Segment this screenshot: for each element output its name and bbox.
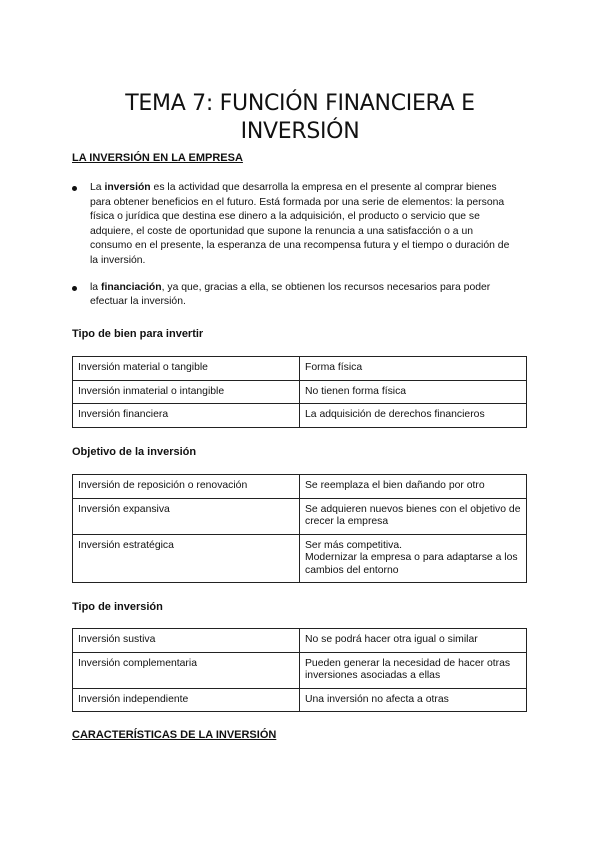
table-cell: Inversión expansiva	[73, 498, 300, 534]
title-line-1: TEMA 7: FUNCIÓN FINANCIERA E	[125, 91, 475, 116]
table-row	[73, 688, 527, 712]
table-heading-tipo-inversion: Tipo de inversión	[72, 601, 163, 613]
table-cell: No se podrá hacer otra igual o similar	[300, 629, 527, 653]
table-cell: Se reemplaza el bien dañando por otro	[300, 475, 527, 499]
table-cell: Inversión estratégica	[73, 534, 300, 583]
table-tipo-inversion	[72, 628, 527, 712]
table-heading-tipo-bien: Tipo de bien para invertir	[72, 328, 204, 340]
list-item	[72, 281, 512, 310]
bullet-term: inversión	[104, 182, 151, 193]
table-row	[73, 534, 527, 583]
table-cell: Pueden generar la necesidad de hacer otras inversiones asociadas a ellas	[300, 652, 527, 688]
table-row	[73, 404, 527, 428]
bullet-text-post: es la actividad que desarrolla la empresa en el presente al comprar bienes para obtener beneficios en el futuro. Está formada por una serie de elementos: la persona física o jurídica que destina ese dinero a la adquisición, el producto o servicio que se adquiere, el coste de oportunidad que supone la renuncia a una satisfacción o a un consumo en el presente, la esperanza de una recompensa futura y el tiempo o duración de la inversión.	[90, 182, 510, 266]
table-objetivo	[72, 474, 527, 583]
title-line-2: INVERSIÓN	[240, 119, 360, 144]
table-cell: Una inversión no afecta a otras	[300, 688, 527, 712]
table-cell: Ser más competitiva. Modernizar la empresa o para adaptarse a los cambios del entorno	[300, 534, 527, 583]
table-row	[73, 652, 527, 688]
table-cell: Inversión independiente	[73, 688, 300, 712]
table-cell: No tienen forma física	[300, 380, 527, 404]
table-row	[73, 629, 527, 653]
page-title	[40, 90, 560, 146]
bullet-text-pre: la	[90, 281, 101, 293]
table-row	[73, 498, 527, 534]
table-row	[73, 357, 527, 381]
table-cell: Inversión inmaterial o intangible	[73, 380, 300, 404]
table-row	[73, 475, 527, 499]
bullet-text-pre: La	[90, 182, 105, 193]
table-cell: La adquisición de derechos financieros	[300, 404, 527, 428]
table-heading-objetivo: Objetivo de la inversión	[72, 446, 197, 458]
table-cell: Se adquieren nuevos bienes con el objetivo de crecer la empresa	[300, 498, 527, 534]
table-cell: Inversión sustiva	[73, 629, 300, 653]
table-row	[73, 380, 527, 404]
table-cell: Inversión financiera	[73, 404, 300, 428]
bullet-text-post: , ya que, gracias a ella, se obtienen los recursos necesarios para poder efectuar la inversión.	[90, 281, 491, 308]
table-cell: Inversión material o tangible	[73, 357, 300, 381]
table-tipo-bien	[72, 356, 527, 428]
section-heading-caracteristicas: CARACTERÍSTICAS DE LA INVERSIÓN	[72, 729, 277, 741]
table-cell: Forma física	[300, 357, 527, 381]
table-cell: Inversión complementaria	[73, 652, 300, 688]
bullet-icon	[72, 286, 77, 291]
bullet-term: financiación	[100, 281, 162, 293]
bullet-list	[72, 181, 512, 310]
bullet-icon	[72, 186, 77, 191]
section-heading-inversion-empresa: LA INVERSIÓN EN LA EMPRESA	[72, 152, 243, 164]
list-item	[72, 181, 512, 269]
table-cell: Inversión de reposición o renovación	[73, 475, 300, 499]
